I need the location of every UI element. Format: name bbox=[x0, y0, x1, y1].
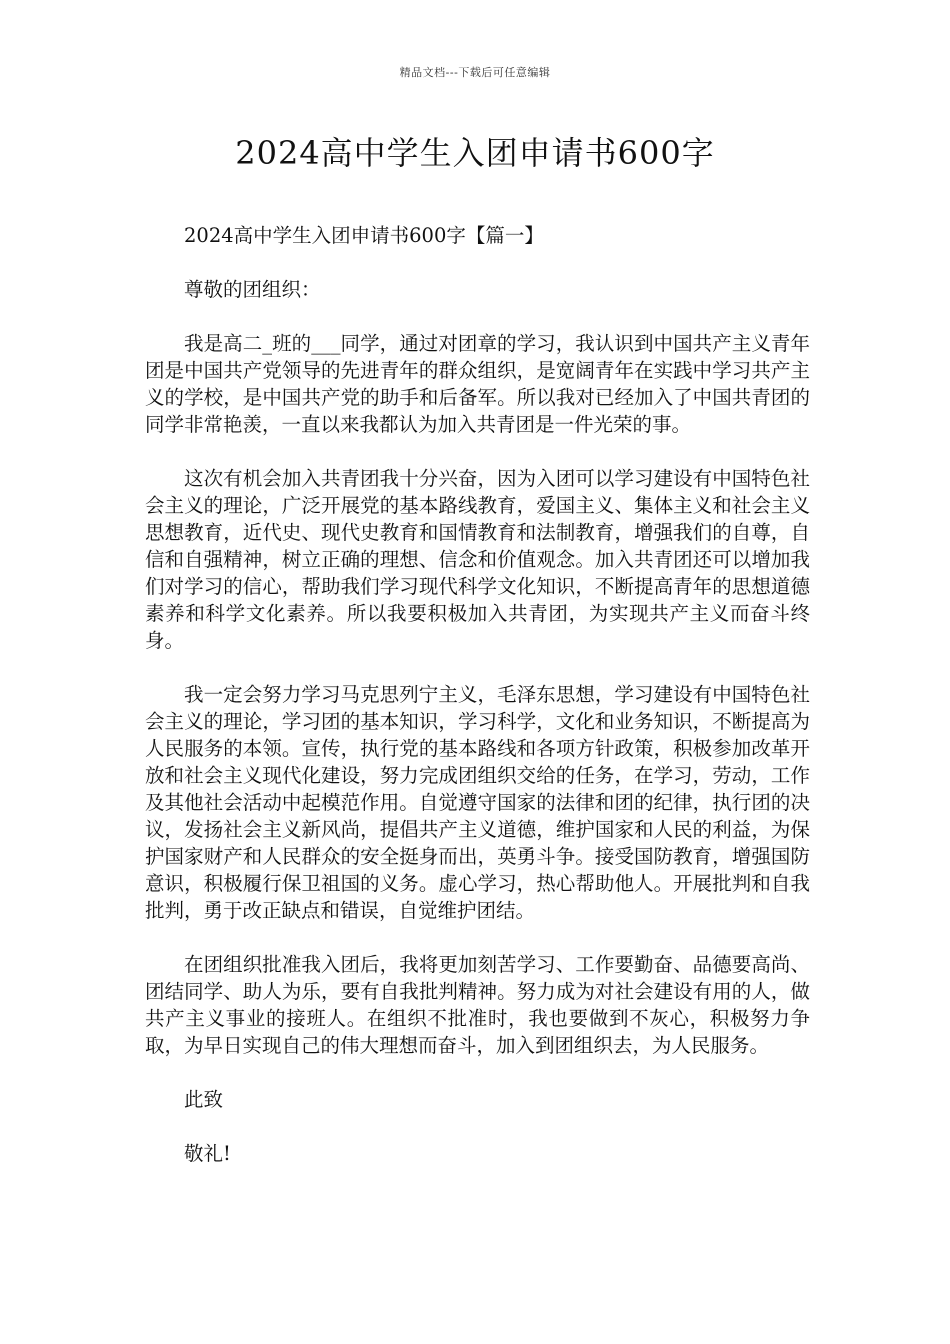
closing-phrase: 此致 bbox=[184, 1088, 224, 1111]
body-paragraph-2: 这次有机会加入共青团我十分兴奋，因为入团可以学习建设有中国特色社会主义的理论，广泛开展党的基本路线教育，爱国主义、集体主义和社会主义思想教育，近代史、现代史教育和国情教育和法制教育，增强我们的自尊，自信和自强精神，树立正确的理想、信念和价值观念。加入共青团还可以增加我们对学习的信心，帮助我们学习现代科学文化知识，不断提高青年的思想道德素养和科学文化素养。所以我要积极加入共青团，为实现共产主义而奋斗终身。 bbox=[145, 467, 810, 652]
header-note: 精品文档---下载后可任意编辑 bbox=[399, 66, 551, 79]
section-subtitle: 2024高中学生入团申请书600字【篇一】 bbox=[184, 224, 544, 247]
body-paragraph-3: 我一定会努力学习马克思列宁主义，毛泽东思想，学习建设有中国特色社会主义的理论，学习团的基本知识，学习科学，文化和业务知识，不断提高为人民服务的本领。宣传，执行党的基本路线和各项方针政策，积极参加改革开放和社会主义现代化建设，努力完成团组织交给的任务，在学习，劳动，工作及其他社会活动中起模范作用。自觉遵守国家的法律和团的纪律，执行团的决议，发扬社会主义新风尚，提倡共产主义道德，维护国家和人民的利益，为保护国家财产和人民群众的安全挺身而出，英勇斗争。接受国防教育，增强国防意识，积极履行保卫祖国的义务。虚心学习，热心帮助他人。开展批判和自我批判，勇于改正缺点和错误，自觉维护团结。 bbox=[145, 683, 810, 922]
body-paragraph-4: 在团组织批准我入团后，我将更加刻苦学习、工作要勤奋、品德要高尚、团结同学、助人为乐，要有自我批判精神。努力成为对社会建设有用的人，做共产主义事业的接班人。在组织不批准时，我也要做到不灰心，积极努力争取，为早日实现自己的伟大理想而奋斗，加入到团组织去，为人民服务。 bbox=[145, 953, 810, 1057]
document-body bbox=[145, 222, 810, 1194]
body-paragraph-1: 我是高二_班的___同学，通过对团章的学习，我认识到中国共产主义青年团是中国共产党领导的先进青年的群众组织，是宽阔青年在实践中学习共产主义的学校，是中国共产党的助手和后备军。所以我对已经加入了中国共青团的同学非常艳羡，一直以来我都认为加入共青团是一件光荣的事。 bbox=[145, 332, 810, 436]
document-title: 2024高中学生入团申请书600字 bbox=[235, 134, 715, 172]
closing-salute: 敬礼! bbox=[184, 1142, 231, 1165]
salutation: 尊敬的团组织： bbox=[184, 278, 321, 301]
